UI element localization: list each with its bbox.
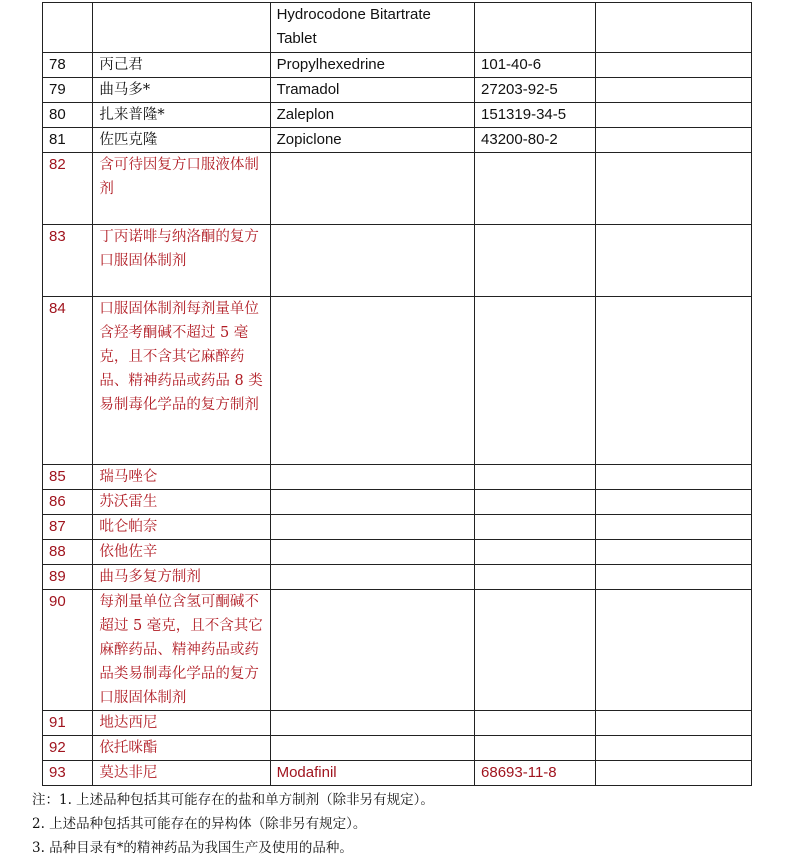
cell-cas-number [475,490,596,515]
cell-number: 81 [43,128,93,153]
cell-remarks [595,711,751,736]
cell-remarks [595,153,751,225]
cell-chinese-name: 吡仑帕奈 [93,515,270,540]
cell-number: 84 [43,297,93,465]
cell-chinese-name: 曲马多* [93,78,270,103]
drug-list-table [42,2,752,786]
cell-number: 83 [43,225,93,297]
cell-chinese-name: 口服固体制剂每剂量单位含羟考酮碱不超过 5 毫克，且不含其它麻醉药品、精神药品或药品 8 类易制毒化学品的复方制剂 [93,297,270,465]
cell-cas-number [475,3,596,53]
cell-number: 87 [43,515,93,540]
table-row [43,761,752,786]
cell-number: 89 [43,565,93,590]
cell-english-name: Tramadol [270,78,474,103]
cell-cas-number [475,736,596,761]
cell-english-name [270,465,474,490]
cell-number: 85 [43,465,93,490]
cell-number: 88 [43,540,93,565]
cell-chinese-name: 佐匹克隆 [93,128,270,153]
table-row [43,53,752,78]
table-row [43,490,752,515]
footnote-3: 3. 品种目录有*的精神药品为我国生产及使用的品种。 [32,840,353,856]
cell-english-name [270,225,474,297]
cell-cas-number: 151319-34-5 [475,103,596,128]
cell-english-name [270,590,474,711]
cell-remarks [595,565,751,590]
cell-chinese-name [93,3,270,53]
cell-english-name [270,736,474,761]
cell-cas-number [475,153,596,225]
cell-chinese-name: 苏沃雷生 [93,490,270,515]
cell-number: 79 [43,78,93,103]
cell-cas-number: 101-40-6 [475,53,596,78]
cell-remarks [595,53,751,78]
cell-english-name: Propylhexedrine [270,53,474,78]
cell-chinese-name: 扎来普隆* [93,103,270,128]
cell-english-name: Zaleplon [270,103,474,128]
cell-number: 92 [43,736,93,761]
footnote-1: 注：1. 上述品种包括其可能存在的盐和单方制剂（除非另有规定）。 [32,792,434,808]
cell-english-name: Modafinil [270,761,474,786]
cell-remarks [595,515,751,540]
cell-english-name [270,565,474,590]
cell-number [43,3,93,53]
cell-cas-number [475,225,596,297]
cell-remarks [595,103,751,128]
cell-english-name [270,540,474,565]
cell-chinese-name: 丙己君 [93,53,270,78]
table-row [43,515,752,540]
cell-remarks [595,590,751,711]
cell-english-name [270,297,474,465]
cell-remarks [595,490,751,515]
cell-remarks [595,761,751,786]
cell-chinese-name: 丁丙诺啡与纳洛酮的复方口服固体制剂 [93,225,270,297]
cell-chinese-name: 依他佐辛 [93,540,270,565]
cell-remarks [595,128,751,153]
cell-number: 86 [43,490,93,515]
cell-number: 80 [43,103,93,128]
cell-remarks [595,736,751,761]
cell-chinese-name: 依托咪酯 [93,736,270,761]
cell-cas-number: 43200-80-2 [475,128,596,153]
table-row [43,711,752,736]
cell-chinese-name: 地达西尼 [93,711,270,736]
cell-chinese-name: 瑞马唑仑 [93,465,270,490]
cell-chinese-name: 每剂量单位含氢可酮碱不超过 5 毫克，且不含其它麻醉药品、精神药品或药品类易制毒化学品的复方口服固体制剂 [93,590,270,711]
cell-remarks [595,465,751,490]
cell-english-name: Hydrocodone Bitartrate Tablet [270,3,474,53]
table-row [43,153,752,225]
cell-remarks [595,540,751,565]
cell-cas-number [475,297,596,465]
table-row [43,78,752,103]
cell-chinese-name: 曲马多复方制剂 [93,565,270,590]
cell-english-name [270,515,474,540]
table-row [43,225,752,297]
cell-number: 78 [43,53,93,78]
cell-cas-number [475,540,596,565]
cell-english-name [270,711,474,736]
cell-remarks [595,225,751,297]
table-row [43,297,752,465]
table-row [43,128,752,153]
cell-cas-number [475,590,596,711]
cell-cas-number [475,465,596,490]
table-row [43,565,752,590]
cell-english-name [270,153,474,225]
cell-number: 90 [43,590,93,711]
table-row [43,590,752,711]
cell-number: 82 [43,153,93,225]
table-row [43,103,752,128]
cell-cas-number [475,565,596,590]
cell-cas-number: 68693-11-8 [475,761,596,786]
footnotes [32,788,434,860]
cell-number: 93 [43,761,93,786]
cell-remarks [595,297,751,465]
cell-english-name [270,490,474,515]
cell-chinese-name: 莫达非尼 [93,761,270,786]
cell-cas-number [475,515,596,540]
cell-number: 91 [43,711,93,736]
cell-english-name: Zopiclone [270,128,474,153]
table-row [43,465,752,490]
cell-cas-number: 27203-92-5 [475,78,596,103]
footnote-2: 2. 上述品种包括其可能存在的异构体（除非另有规定）。 [32,816,367,832]
cell-cas-number [475,711,596,736]
table-row [43,3,752,53]
table-row [43,736,752,761]
cell-chinese-name: 含可待因复方口服液体制剂 [93,153,270,225]
table-row [43,540,752,565]
table-body [43,3,752,786]
cell-remarks [595,3,751,53]
cell-remarks [595,78,751,103]
